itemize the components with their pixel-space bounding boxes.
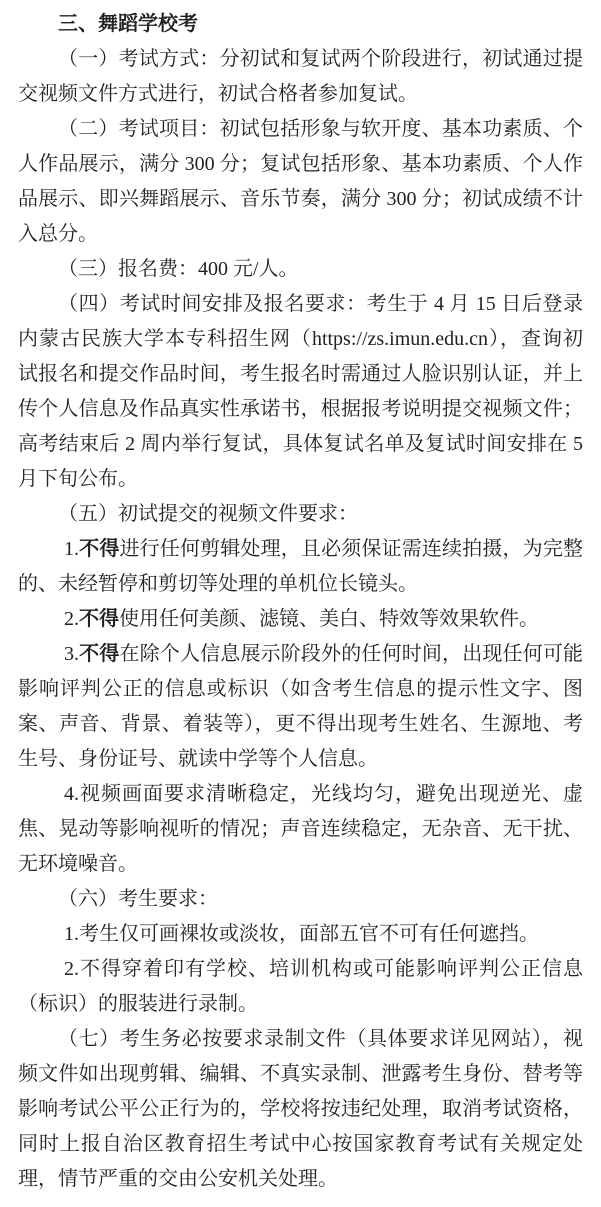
text-run: （五）初试提交的视频文件要求： <box>58 503 358 525</box>
text-run: 1.考生仅可画裸妆或淡妆，面部五官不可有任何遮挡。 <box>64 923 539 945</box>
para-candidate-rule-1 <box>18 917 583 952</box>
text-run: （三）报名费：400 元/人。 <box>58 258 299 280</box>
text-run: （二）考试项目：初试包括形象与软开度、基本功素质、个人作品展示，满分 300 分；复试包括形象、基本功素质、个人作品展示、即兴舞蹈展示、音乐节奏，满分 300 分；初试成绩不计入总分。 <box>18 118 583 245</box>
section-heading <box>18 7 583 42</box>
para-video-rule-1 <box>18 532 583 602</box>
para-exam-subjects <box>18 112 583 252</box>
emphasis-budei: 不得 <box>79 538 120 560</box>
section-heading-text: 三、舞蹈学校考 <box>58 13 198 35</box>
text-run: 3. <box>64 643 79 665</box>
para-registration-fee <box>18 252 583 287</box>
text-run: 使用任何美颜、滤镜、美白、特效等效果软件。 <box>119 608 539 630</box>
para-exam-method <box>18 42 583 112</box>
emphasis-budei: 不得 <box>79 608 119 630</box>
text-run: 4.视频画面要求清晰稳定，光线均匀，避免出现逆光、虚焦、晃动等影响视听的情况；声音连续稳定，无杂音、无干扰、无环境噪音。 <box>18 783 583 875</box>
text-run: 2.不得穿着印有学校、培训机构或可能影响评判公正信息（标识）的服装进行录制。 <box>18 958 583 1015</box>
para-schedule-and-registration <box>18 287 583 497</box>
text-run: 进行任何剪辑处理，且必须保证需连续拍摄，为完整的、未经暂停和剪切等处理的单机位长镜头。 <box>18 538 584 595</box>
emphasis-budei: 不得 <box>79 643 120 665</box>
para-video-rule-3 <box>18 637 583 777</box>
text-run: ），查询初试报名和提交作品时间，考生报名时需通过人脸识别认证，并上传个人信息及作品真实性承诺书，根据报考说明提交视频文件；高考结束后 2 周内举行复试，具体复试名单及复试时间安排在 5 月下旬公布。 <box>18 328 584 490</box>
text-run: （六）考生要求： <box>58 888 218 910</box>
admissions-url: https://zs.imun.edu.cn <box>311 328 489 350</box>
text-run: （七）考生务必按要求录制文件（具体要求详见网站），视频文件如出现剪辑、编辑、不真实录制、泄露考生身份、替考等影响考试公平公正行为的，学校将按违纪处理，取消考试资格，同时上报自治区教育招生考试中心按国家教育考试有关规定处理，情节严重的交由公安机关处理。 <box>18 1028 583 1190</box>
text-run: （一）考试方式：分初试和复试两个阶段进行，初试通过提交视频文件方式进行，初试合格者参加复试。 <box>18 48 583 105</box>
para-candidate-rule-2 <box>18 952 583 1022</box>
text-run: 2. <box>64 608 79 630</box>
para-video-file-requirements-header <box>18 497 583 532</box>
para-candidate-requirements-header <box>18 882 583 917</box>
para-video-rule-2 <box>18 602 583 637</box>
text-run: 在除个人信息展示阶段外的任何时间，出现任何可能影响评判公正的信息或标识（如含考生信息的提示性文字、图案、声音、背景、着装等），更不得出现考生姓名、生源地、考生号、身份证号、就读中学等个人信息。 <box>18 643 584 770</box>
para-violation-policy <box>18 1022 583 1197</box>
text-run: （四）考试时间安排及报名要求：考生于 4 月 15 日后登录内蒙古民族大学本专科招生网（ <box>18 293 583 350</box>
para-video-rule-4 <box>18 777 583 882</box>
text-run: 1. <box>64 538 79 560</box>
